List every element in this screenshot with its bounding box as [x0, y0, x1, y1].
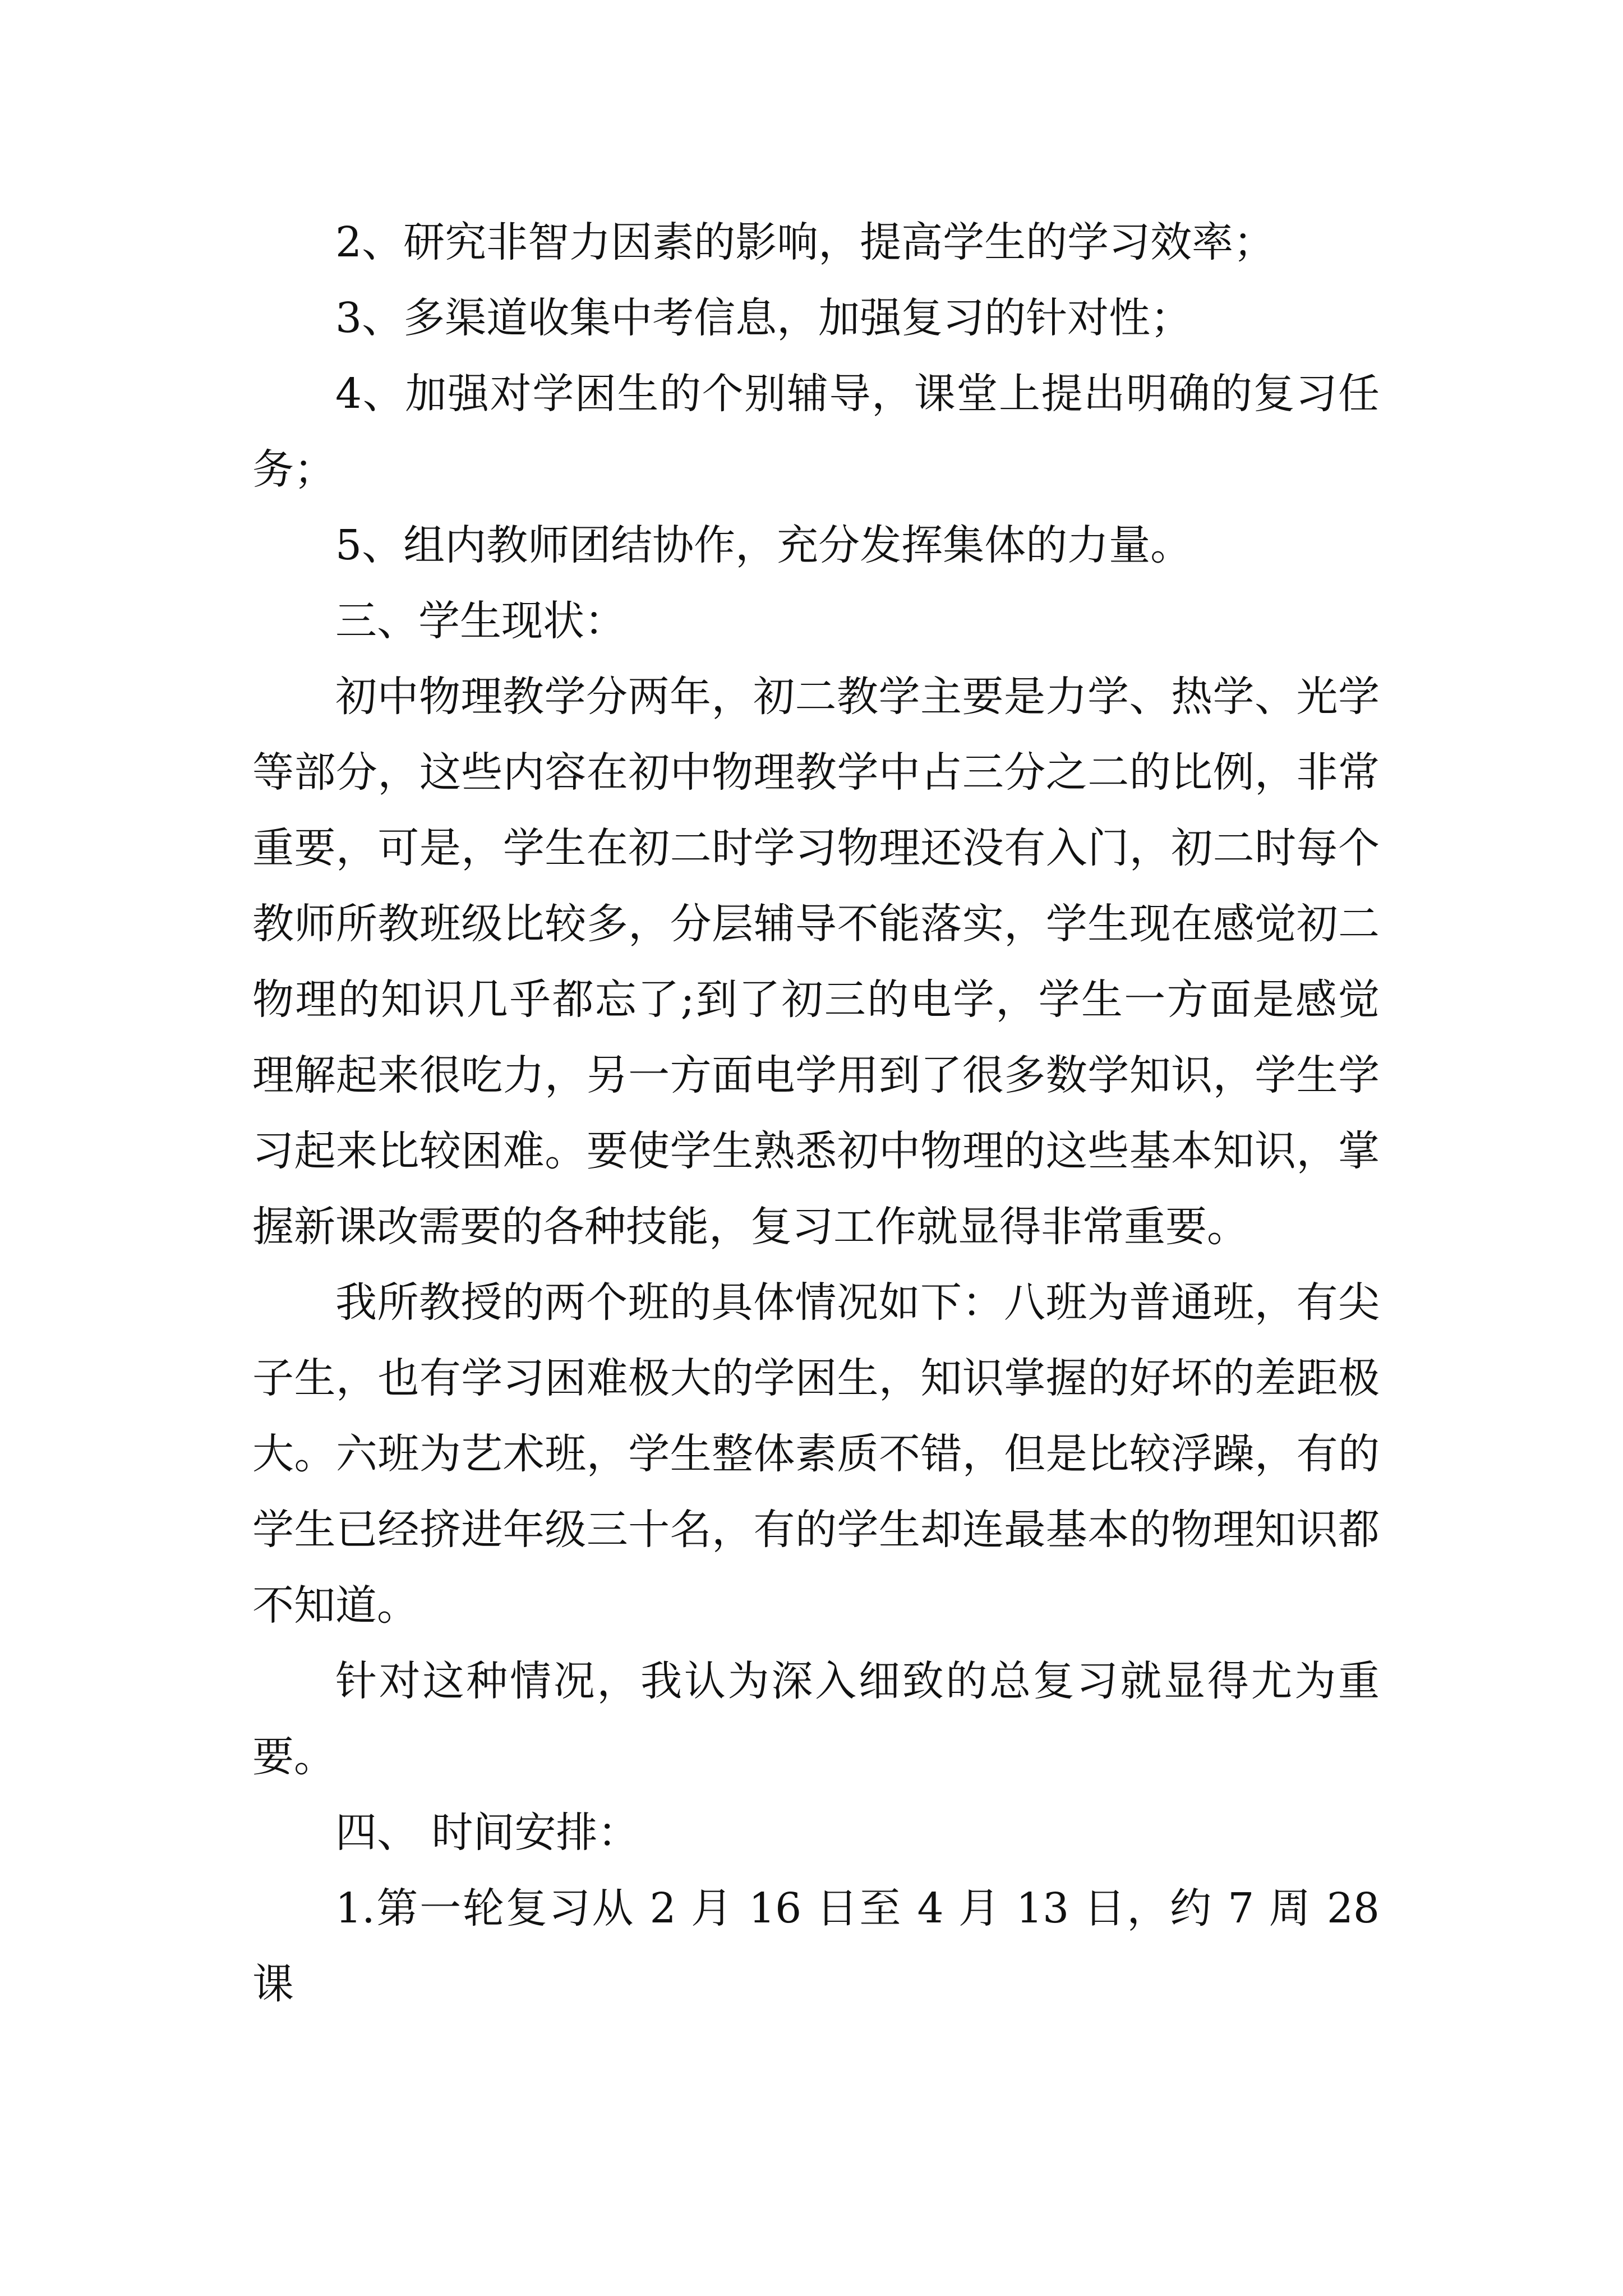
- paragraph-student-status: 初中物理教学分两年，初二教学主要是力学、热学、光学等部分，这些内容在初中物理教学中占三分之二的比例，非常重要，可是，学生在初二时学习物理还没有入门，初二时每个教师所教班级比较多，分层辅导不能落实，学生现在感觉初二物理的知识几乎都忘了;到了初三的电学，学生一方面是感觉理解起来很吃力，另一方面电学用到了很多数学知识，学生学习起来比较困难。要使学生熟悉初中物理的这些基本知识，掌握新课改需要的各种技能，复习工作就显得非常重要。: [252, 673, 1380, 1251]
- paragraph-goal-5: 5、组内教师团结协作，充分发挥集体的力量。: [335, 521, 1192, 569]
- paragraph-goal-2: 2、研究非智力因素的影响，提高学生的学习效率；: [335, 218, 1275, 266]
- paragraph-goal-4: 4、加强对学困生的个别辅导，课堂上提出明确的复习任务；: [252, 370, 1380, 494]
- paragraph-class-details: 我所教授的两个班的具体情况如下：八班为普通班，有尖子生，也有学习困难极大的学困生，知识掌握的好坏的差距极大。六班为艺术班，学生整体素质不错，但是比较浮躁，有的学生已经挤进年级三十名，有的学生却连最基本的物理知识都不知道。: [252, 1278, 1380, 1630]
- document-body: [252, 205, 1380, 2022]
- paragraph-schedule-1: 1.第一轮复习从 2 月 16 日至 4 月 13 日，约 7 周 28 课: [252, 1884, 1380, 2008]
- paragraph-conclusion: 针对这种情况，我认为深入细致的总复习就显得尤为重要。: [252, 1657, 1380, 1781]
- paragraph-goal-3: 3、多渠道收集中考信息，加强复习的针对性；: [335, 294, 1192, 342]
- section-heading-student-status: 三、学生现状：: [335, 597, 626, 645]
- section-heading-schedule: 四、 时间安排：: [335, 1809, 639, 1857]
